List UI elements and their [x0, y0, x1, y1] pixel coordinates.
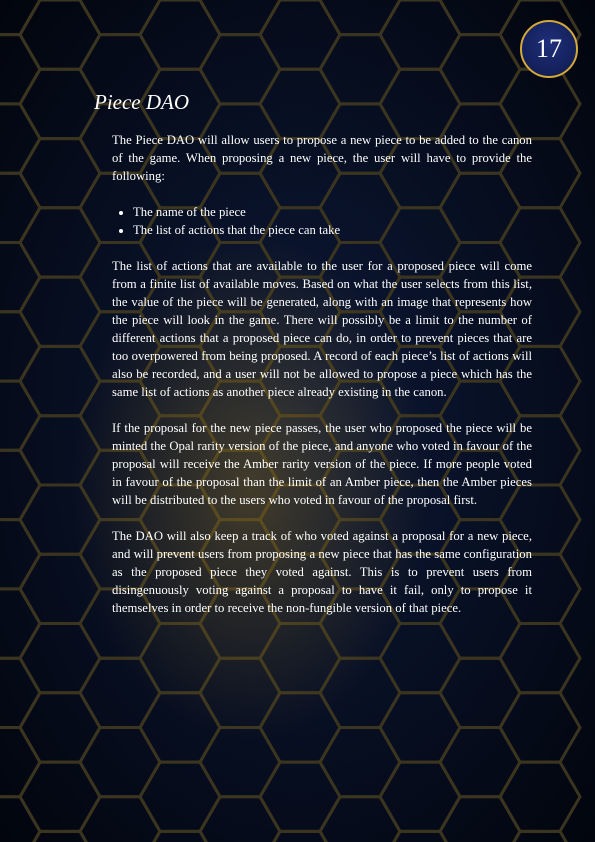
dao-tracking-paragraph: The DAO will also keep a track of who voted against a proposal for a new piece, and will prevent users from proposing a new piece that has the same configuration as the proposed piece they voted against. This is to prevent users from disingenuously voting against a proposal to have it fail, only to propose it themselves in order to receive the non-fungible version of that piece.: [112, 529, 532, 615]
page-number: 17: [536, 34, 562, 63]
requirements-list: [112, 203, 532, 239]
intro-paragraph: The Piece DAO will allow users to propose a new piece to be added to the canon of the game. When proposing a new piece, the user will have to provide the following:: [112, 133, 532, 183]
list-item: • The name of the piece: [133, 203, 532, 221]
page-title: Piece DAO: [94, 90, 190, 114]
actions-paragraph: The list of actions that are available to the user for a proposed piece will come from a finite list of available moves. Based on what the user selects from this list, the value of the piece will be generated, along with an image that represents how the piece will look in the game. There will possibly be a limit to the number of different actions that a proposed piece can do, in order to prevent pieces that are too overpowered from being proposed. A record of each piece’s list of actions will also be recorded, and a user will not be allowed to propose a piece which has the same list of actions as another piece already existing in the canon.: [112, 259, 532, 399]
page-number-badge: [520, 20, 578, 78]
content-body: [112, 131, 532, 635]
list-item: • The list of actions that the piece can take: [133, 221, 532, 239]
proposal-paragraph: If the proposal for the new piece passes, the user who proposed the piece will be minted the Opal rarity version of the piece, and anyone who voted in favour of the proposal will receive the Amber rarity version of the piece. If more people voted in favour of the proposal than the limit of an Amber piece, then the Amber pieces will be distributed to the users who voted in favour of the proposal first.: [112, 421, 532, 507]
